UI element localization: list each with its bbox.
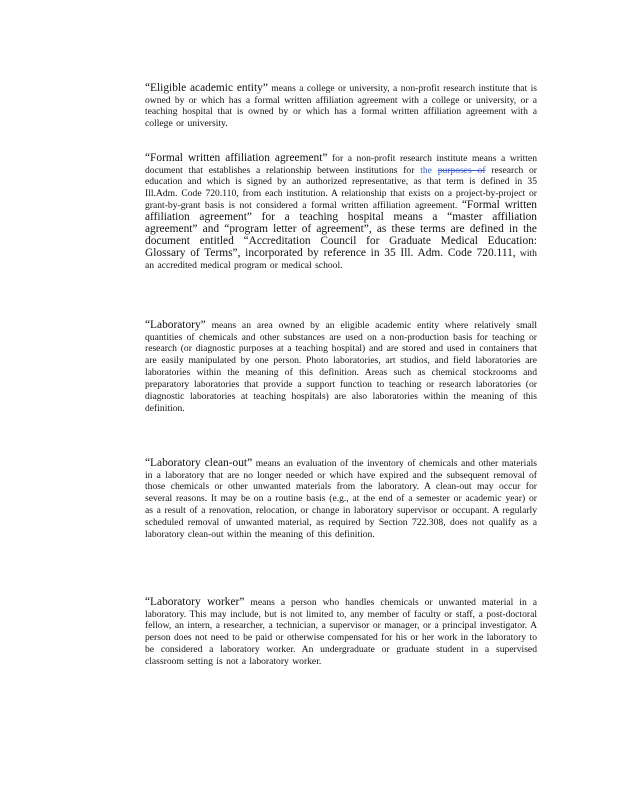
definition-laboratory-clean-out [145,458,537,541]
term-laboratory-clean-out: “Laboratory clean-out” [145,456,253,469]
struck-text: purposes of [437,164,486,176]
definition-laboratory [145,320,537,415]
definition-text: research or education and which is signed by an authorized representative, as that term is defined in 35 Ill.Adm. Code 720.110, from each institution. A relationship that exists on a project-by-project or grant-by-grant basis is not considered a formal written affiliation agreement. [145,164,538,212]
definition-formal-written-affiliation-agreement [145,153,537,272]
definition-text: for a non-profit research institute means a written document that establishes a relationship between institutions for [145,152,537,176]
term-eligible-academic-entity: “Eligible academic entity” [145,81,268,94]
definition-text: means a person who handles chemicals or unwanted material in a laboratory. This may include, but is not limited to, any member of faculty or staff, a post-doctoral fellow, an intern, a researcher, a technician, a supervisor or manager, or a principal investigator. A person does not need to be paid or otherwise compensated for his or her work in the laboratory to be considered a laboratory worker. An undergraduate or graduate student in a supervised classroom setting is not a laboratory worker. [145,596,537,668]
definition-laboratory-worker [145,597,537,668]
definition-text-hospital: “Formal written affiliation agreement” for a teaching hospital means a “master affiliation agreement” and “program letter of agreement”, as these terms are defined in the document entitled “Accreditation Council for Graduate Medical Education: Glossary of Terms”, incorporated by reference in 35 Ill. Adm. Code 720.111, [145,199,537,259]
term-formal-written-affiliation-agreement: “Formal written affiliation agreement” [145,151,328,164]
definition-text: means an area owned by an eligible academic entity where relatively small quantities of chemicals and other substances are used on a non-production basis for teaching or research (or diagnostic purposes at a teaching hospital) and are stored and used in containers that are easily manipulated by one person. Photo laboratories, art studios, and field laboratories are laboratories within the meaning of this definition. Areas such as chemical stockrooms and preparatory laboratories that provide a support function to teaching or research laboratories (or diagnostic laboratories at teaching hospitals) are also laboratories within the meaning of this definition. [145,319,537,414]
definition-eligible-academic-entity [145,83,537,131]
inserted-text: the [420,164,432,176]
term-laboratory-worker: “Laboratory worker” [145,595,245,608]
definition-text: means a college or university, a non-profit research institute that is owned by or which has a formal written affiliation agreement with a college or university, or a teaching hospital that is owned by or which has a formal written affiliation agreement with a college or university. [145,82,537,130]
term-laboratory: “Laboratory” [145,318,206,331]
definition-text: means an evaluation of the inventory of chemicals and other materials in a laboratory that are no longer needed or which have expired and the subsequent removal of those chemicals or other unwanted materials from the laboratory. A clean-out may occur for several reasons. It may be on a routine basis (e.g., at the end of a semester or academic year) or as a result of a renovation, relocation, or change in laboratory supervisor or occupant. A regularly scheduled removal of unwanted material, as required by Section 722.308, does not qualify as a laboratory clean-out within the meaning of this definition. [145,457,537,541]
definition-text: with an accredited medical program or medical school. [145,247,537,271]
